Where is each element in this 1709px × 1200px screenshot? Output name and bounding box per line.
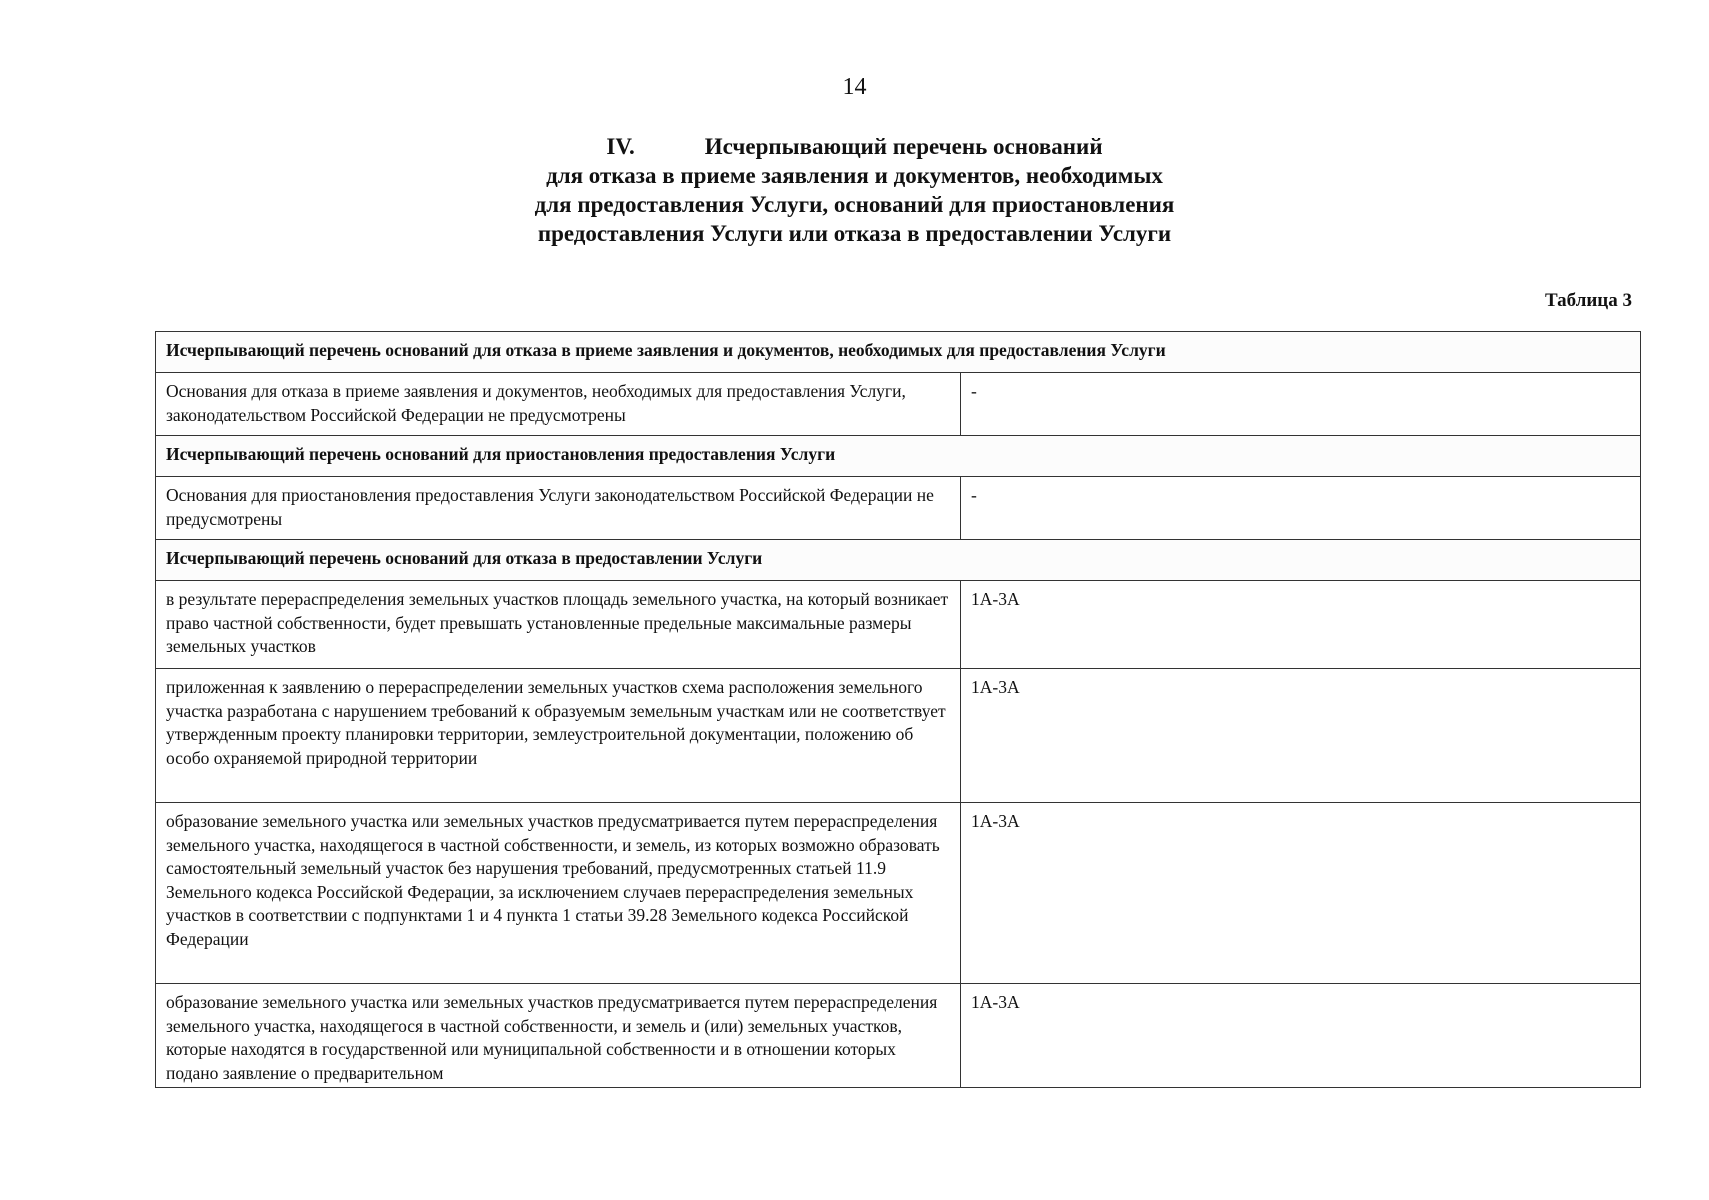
section-title-refusal-service: Исчерпывающий перечень оснований для отказа в предоставлении Услуги	[156, 540, 1641, 581]
heading-line-1: IV. Исчерпывающий перечень оснований	[606, 134, 1103, 159]
table-row	[156, 373, 1641, 436]
section-heading	[0, 132, 1709, 248]
row-text: образование земельного участка или земельных участков предусматривается путем перераспределения земельного участка, находящегося в частной собственности, и земель, из которых возможно образовать самостоятельный земельный участок без нарушения требований, предусмотренных статьей 11.9 Земельного кодекса Российской Федерации, за исключением случаев перераспределения земельных участков в соответствии с подпунктами 1 и 4 пункта 1 статьи 39.28 Земельного кодекса Российской Федерации	[156, 803, 961, 984]
table-row	[156, 984, 1641, 1088]
row-value: -	[961, 477, 1641, 540]
row-value: 1А-3А	[961, 581, 1641, 669]
table-row	[156, 581, 1641, 669]
row-value: 1А-3А	[961, 984, 1641, 1088]
section-header-row	[156, 436, 1641, 477]
heading-line-3: для предоставления Услуги, оснований для приостановления	[534, 192, 1175, 217]
row-value: -	[961, 373, 1641, 436]
row-text: Основания для приостановления предоставления Услуги законодательством Российской Федерации не предусмотрены	[156, 477, 961, 540]
table-row	[156, 803, 1641, 984]
heading-line-2: для отказа в приеме заявления и документов, необходимых	[546, 163, 1163, 188]
row-text: приложенная к заявлению о перераспределении земельных участков схема расположения земельного участка разработана с нарушением требований к образуемым земельным участкам или не соответствует утвержденным проекту планировки территории, землеустроительной документации, положению об особо охраняемой природной территории	[156, 669, 961, 803]
section-title-refusal-acceptance: Исчерпывающий перечень оснований для отказа в приеме заявления и документов, необходимых для предоставления Услуги	[156, 332, 1641, 373]
row-text: в результате перераспределения земельных участков площадь земельного участка, на который возникает право частной собственности, будет превышать установленные предельные максимальные размеры земельных участков	[156, 581, 961, 669]
row-value: 1А-3А	[961, 803, 1641, 984]
heading-number: IV.	[606, 134, 635, 159]
section-header-row	[156, 332, 1641, 373]
heading-line-4: предоставления Услуги или отказа в предоставлении Услуги	[537, 221, 1172, 246]
table-row	[156, 477, 1641, 540]
page-number: 14	[842, 74, 867, 100]
row-text: образование земельного участка или земельных участков предусматривается путем перераспределения земельного участка, находящегося в частной собственности, и земель и (или) земельных участков, которые находятся в государственной или муниципальной собственности и в отношении которых подано заявление о предварительном	[156, 984, 961, 1088]
row-text: Основания для отказа в приеме заявления и документов, необходимых для предоставления Услуги, законодательством Российской Федерации не предусмотрены	[156, 373, 961, 436]
row-value: 1А-3А	[961, 669, 1641, 803]
section-header-row	[156, 540, 1641, 581]
section-title-suspension: Исчерпывающий перечень оснований для приостановления предоставления Услуги	[156, 436, 1641, 477]
table-label: Таблица 3	[1544, 290, 1632, 311]
table-row	[156, 669, 1641, 803]
grounds-table	[155, 331, 1641, 1088]
